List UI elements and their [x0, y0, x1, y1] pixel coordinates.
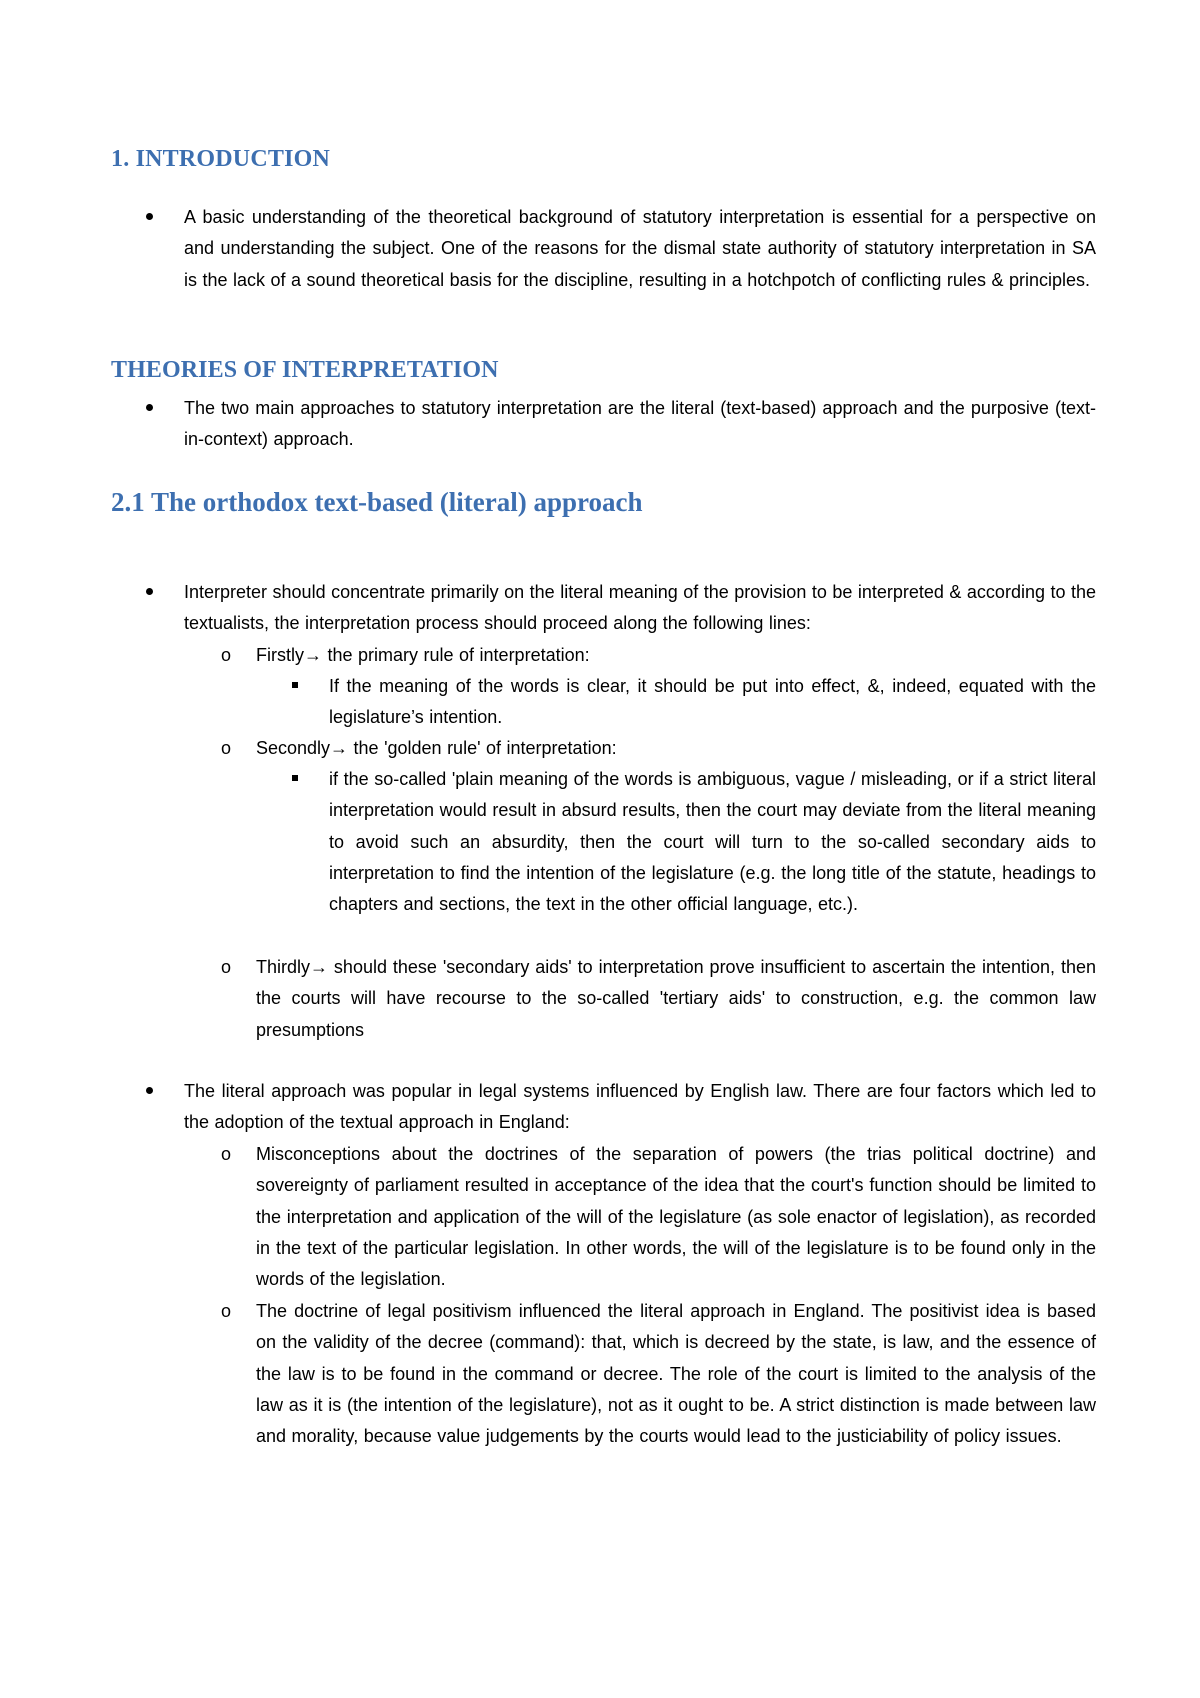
secondly-detail: if the so-called 'plain meaning of the words is ambiguous, vague / misleading, or if a strict literal interpretation would result in absurd results, then the court may deviate from the literal meaning to avoid such an absurdity, then the court will turn to the so-called secondary aids to interpretation to find the intention of the legislature (e.g. the long title of the statute, headings to chapters and sections, the text in the other official language, etc.). [329, 769, 1096, 915]
intro-paragraph: A basic understanding of the theoretical background of statutory interpretation is essential for a perspective on and understanding the subject. One of the reasons for the dismal state authority of statutory interpretation in SA is the lack of a sound theoretical basis for the discipline, resulting in a hotchpotch of conflicting rules & principles. [184, 207, 1096, 290]
literal-approach-paragraph: The literal approach was popular in legal systems influenced by English law. There are four factors which led to the adoption of the textual approach in England: [184, 1081, 1096, 1133]
secondly-item: Secondly→ the 'golden rule' of interpretation: [256, 738, 617, 758]
heading-orthodox-approach: 2.1 The orthodox text-based (literal) approach [111, 487, 643, 517]
bullet-marker [146, 1076, 153, 1107]
thirdly-item: Thirdly→ should these 'secondary aids' to interpretation prove insufficient to ascertain the intention, then the courts will have recourse to the so-called 'tertiary aids' to construction, e.g. the common law presumptions [256, 957, 1096, 1040]
bullet-marker [146, 393, 153, 424]
firstly-item: Firstly→ the primary rule of interpretation: [256, 645, 590, 665]
firstly-detail: If the meaning of the words is clear, it should be put into effect, &, indeed, equated with the legislature’s intention. [329, 676, 1096, 728]
circle-marker: o [221, 1301, 232, 1321]
heading-theories: THEORIES OF INTERPRETATION [111, 357, 499, 383]
square-marker [292, 671, 298, 702]
bullet-marker [146, 577, 153, 608]
heading-introduction: 1. INTRODUCTION [111, 146, 331, 172]
orthodox-paragraph: Interpreter should concentrate primarily on the literal meaning of the provision to be interpreted & according to the textualists, the interpretation process should proceed along the following lines: [184, 582, 1097, 634]
factor-legal-positivism: The doctrine of legal positivism influenced the literal approach in England. The positivist idea is based on the validity of the decree (command): that, which is decreed by the state, is law, and the essence of the law is to be found in the command or decree. The role of the court is limited to the analysis of the law as it is (the intention of the legislature), not as it ought to be. A strict distinction is made between law and morality, because value judgements by the courts would lead to the justiciability of policy issues. [256, 1301, 1096, 1447]
square-marker [292, 764, 298, 795]
circle-marker: o [221, 1144, 232, 1164]
circle-marker: o [221, 738, 232, 758]
factor-separation-of-powers: Misconceptions about the doctrines of the separation of powers (the trias political doctrine) and sovereignty of parliament resulted in acceptance of the idea that the court's function should be limited to the interpretation and application of the will of the legislature (as sole enactor of legislation), as recorded in the text of the particular legislation. In other words, the will of the legislature is to be found only in the words of the legislation. [256, 1144, 1096, 1290]
circle-marker: o [221, 645, 232, 665]
circle-marker: o [221, 957, 232, 977]
theories-paragraph: The two main approaches to statutory interpretation are the literal (text-based) approach and the purposive (text-in-context) approach. [184, 398, 1096, 450]
bullet-marker [146, 202, 153, 233]
